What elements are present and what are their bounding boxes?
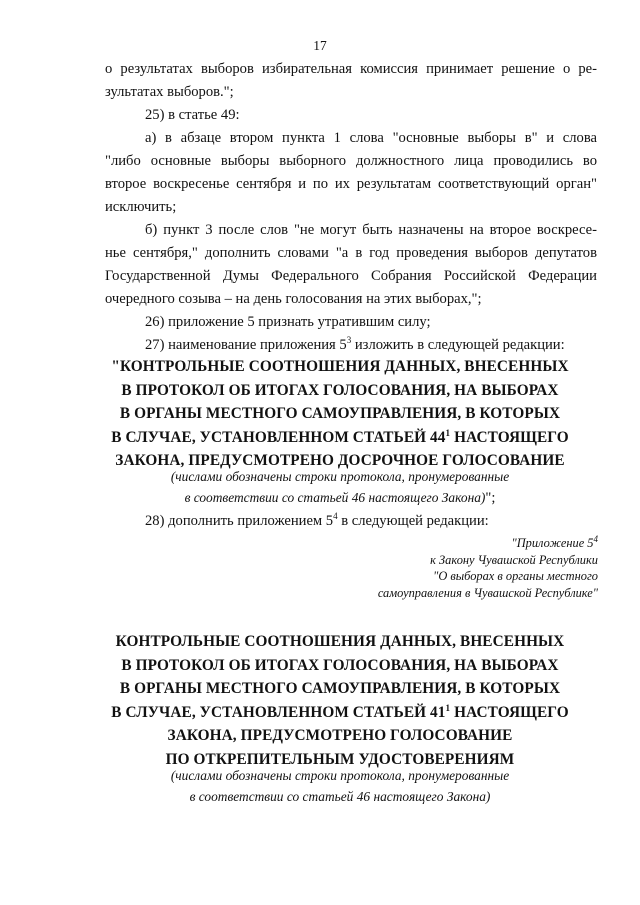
attribution-line <box>320 535 598 552</box>
heading-line: В ПРОТОКОЛ ОБ ИТОГАХ ГОЛОСОВАНИЯ, НА ВЫБОРАХ <box>121 381 559 399</box>
note-line: (числами обозначены строки протокола, пронумерованные <box>170 768 510 783</box>
text-line: а) в абзаце втором пункта 1 слова "основные выборы в" и слова <box>145 130 597 146</box>
text-line <box>105 510 597 533</box>
heading-line: В ПРОТОКОЛ ОБ ИТОГАХ ГОЛОСОВАНИЯ, НА ВЫБОРАХ <box>121 656 559 674</box>
attribution-line: "О выборах в органы местного <box>433 569 598 583</box>
paragraph-item-27 <box>105 334 597 357</box>
text-line: зультатах выборов."; <box>105 84 234 100</box>
appendix-attribution <box>320 535 598 601</box>
text-line: 25) в статье 49: <box>145 107 240 123</box>
paragraph-item-26 <box>105 311 597 334</box>
text-line: исключить; <box>105 199 177 215</box>
text-span: В СЛУЧАЕ, УСТАНОВЛЕННОМ СТАТЬЕЙ 44 <box>111 428 446 446</box>
heading-line: ЗАКОНА, ПРЕДУСМОТРЕНО ДОСРОЧНОЕ ГОЛОСОВАНИЕ <box>115 452 565 469</box>
page-number: 17 <box>313 38 327 53</box>
superscript: 1 <box>445 702 451 713</box>
text-span: НАСТОЯЩЕГО <box>450 703 569 721</box>
text-line: б) пункт 3 после слов "не могут быть назначены на второе воскресе- <box>145 222 597 238</box>
superscript: 3 <box>346 335 352 346</box>
heading-line <box>80 701 600 725</box>
note-line <box>80 488 600 509</box>
heading-line: ЗАКОНА, ПРЕДУСМОТРЕНО ГОЛОСОВАНИЕ <box>167 727 513 744</box>
heading-line <box>80 426 600 450</box>
text-line: очередного созыва – на день голосования на этих выборах,"; <box>105 291 482 307</box>
heading-line: В ОРГАНЫ МЕСТНОГО САМОУПРАВЛЕНИЯ, В КОТОРЫХ <box>119 680 561 697</box>
paragraph-item-25b <box>105 219 597 311</box>
text-span: в соответствии со статьей 46 настоящего Закона) <box>184 489 486 505</box>
heading-line: КОНТРОЛЬНЫЕ СООТНОШЕНИЯ ДАННЫХ, ВНЕСЕННЫХ <box>115 633 565 650</box>
text-span: В СЛУЧАЕ, УСТАНОВЛЕННОМ СТАТЬЕЙ 41 <box>111 703 446 721</box>
paragraph-item-25 <box>105 104 597 127</box>
text-span: 27) наименование приложения 5 <box>145 337 347 353</box>
superscript: 4 <box>593 533 598 544</box>
text-line: нье сентября," дополнить словами "а в год проведения выборов депутатов <box>105 245 597 261</box>
text-line: о результатах выборов избирательная комиссия принимает решение о ре- <box>105 61 597 77</box>
attribution-line: самоуправления в Чувашской Республике" <box>377 585 598 600</box>
note-line: в соответствии со статьей 46 настоящего Закона) <box>189 788 491 804</box>
superscript: 4 <box>333 511 338 522</box>
text-span: 28) дополнить приложением 5 <box>145 513 334 529</box>
text-span: "Приложение 5 <box>511 536 594 550</box>
text-line: Государственной Думы Федерального Собрания Российской Федерации <box>105 268 597 284</box>
text-line: "либо основные выборы выборного должностного лица проводились во <box>105 153 597 169</box>
appendix-title-5-3 <box>80 355 600 473</box>
paragraph-previous-end <box>105 58 597 104</box>
appendix-title-5-4 <box>80 630 600 771</box>
heading-line: В ОРГАНЫ МЕСТНОГО САМОУПРАВЛЕНИЯ, В КОТОРЫХ <box>119 405 561 422</box>
superscript: 1 <box>445 427 451 438</box>
text-span: изложить в следующей редакции: <box>351 337 565 353</box>
paragraph-item-25a <box>105 127 597 219</box>
text-line: 26) приложение 5 признать утратившим силу; <box>145 314 431 330</box>
text-span: в следующей редакции: <box>337 513 489 529</box>
heading-line: ПО ОТКРЕПИТЕЛЬНЫМ УДОСТОВЕРЕНИЯМ <box>165 750 515 768</box>
text-span: "; <box>485 489 496 506</box>
text-line <box>105 334 597 357</box>
heading-line: "КОНТРОЛЬНЫЕ СООТНОШЕНИЯ ДАННЫХ, ВНЕСЕННЫХ <box>111 358 569 375</box>
text-line: второе воскресенье сентября и по их результатам соответствующий орган" <box>105 176 597 192</box>
note-line: (числами обозначены строки протокола, пронумерованные <box>170 469 510 484</box>
appendix-note-5-3 <box>80 467 600 508</box>
text-span: НАСТОЯЩЕГО <box>450 428 569 446</box>
paragraph-item-28 <box>105 510 597 533</box>
attribution-line: к Закону Чувашской Республики <box>430 552 598 567</box>
appendix-note-5-4 <box>80 766 600 807</box>
